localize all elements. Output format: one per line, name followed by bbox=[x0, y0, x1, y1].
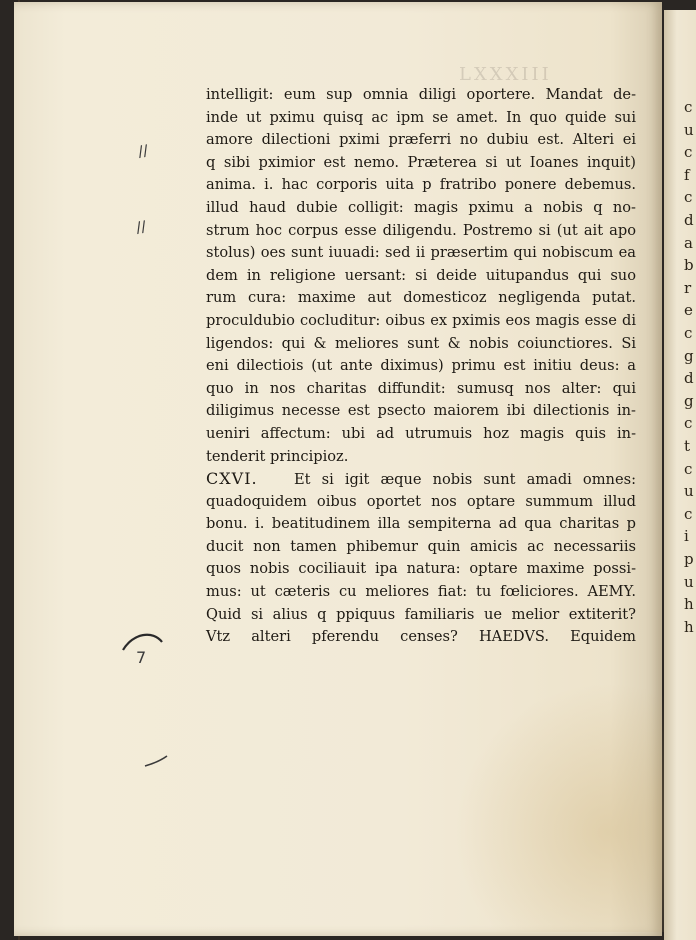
text-line-11: proculdubio cocluditur: oibus ex pximis eos magis esse di bbox=[206, 311, 636, 329]
text-line-1: intelligit: eum sup omnia diligi oportere. Mandat de- bbox=[206, 86, 636, 103]
adjacent-page-glyph: f bbox=[684, 165, 690, 184]
margin-gloss-1: // bbox=[136, 141, 150, 161]
section-number: CXVI. bbox=[206, 469, 258, 489]
margin-gloss-2: // bbox=[134, 217, 148, 237]
adjacent-page-glyph: r bbox=[684, 278, 692, 297]
paper-stain bbox=[454, 682, 674, 932]
section-line-1: quadoquidem oibus oportet nos optare summum illud bbox=[206, 492, 636, 510]
text-line-4: q sibi pximior est nemo. Præterea si ut Ioanes inquit) bbox=[206, 153, 636, 171]
text-line-3: amore dilectioni pximi præferri no dubiu est. Alteri ei bbox=[206, 131, 636, 149]
main-text-column bbox=[206, 84, 636, 649]
adjacent-page-glyph: c bbox=[684, 504, 693, 523]
adjacent-page-glyph: h bbox=[684, 617, 694, 636]
section-line-2: bonu. i. beatitudinem illa sempiterna ad qua charitas p bbox=[206, 515, 636, 533]
adjacent-page-glyph: u bbox=[684, 482, 694, 501]
adjacent-page-glyph: t bbox=[684, 437, 691, 455]
adjacent-page-glyph: g bbox=[684, 346, 694, 365]
adjacent-page-edge bbox=[664, 10, 696, 940]
adjacent-page-glyph: d bbox=[684, 369, 694, 388]
section-line-4: quos nobis cociliauit ipa natura: optare maxime possi- bbox=[206, 560, 636, 578]
adjacent-page-glyph: b bbox=[684, 256, 694, 275]
text-line-14: quo in nos charitas diffundit: sumusq nos alter: qui bbox=[206, 379, 636, 397]
adjacent-page-glyph: d bbox=[684, 211, 694, 229]
text-line-2: inde ut pximu quisq ac ipm se amet. In quo quide sui bbox=[206, 108, 636, 126]
adjacent-page-glyph: c bbox=[684, 459, 693, 478]
adjacent-page-glyph: h bbox=[684, 595, 694, 614]
text-line-13: eni dilectiois (ut ante diximus) primu est initiu deus: a bbox=[206, 357, 636, 375]
text-line-7: strum hoc corpus esse diligendu. Postremo si (ut ait apo bbox=[206, 221, 636, 239]
text-line-5: anima. i. hac corporis uita p fratribo ponere debemus. bbox=[206, 176, 636, 194]
section-line-7: Vtz alteri pferendu censes? HAEDVS. Equidem bbox=[206, 628, 636, 646]
section-header-line bbox=[206, 468, 636, 491]
section-line-6: Quid si alius q ppiquus familiaris ue melior extiterit? bbox=[206, 605, 636, 623]
margin-tick-mark bbox=[142, 752, 172, 772]
text-line-10: rum cura: maxime aut domesticoz negligenda putat. bbox=[206, 289, 636, 307]
adjacent-page-glyph: e bbox=[684, 301, 693, 320]
text-line-8: stolus) oes sunt iuuadi: sed ii præsertim qui nobiscum ea bbox=[206, 244, 636, 262]
adjacent-page-glyph: c bbox=[684, 143, 693, 162]
show-through-heading: LXXXIII bbox=[459, 64, 552, 85]
text-line-12: ligendos: qui & meliores sunt & nobis coiunctiores. Si bbox=[206, 334, 636, 352]
adjacent-page-glyph: i bbox=[684, 527, 689, 546]
adjacent-page-glyph: p bbox=[684, 550, 694, 568]
adjacent-page-glyph: c bbox=[684, 324, 693, 342]
adjacent-page-glyph: c bbox=[684, 414, 693, 433]
text-line-6: illud haud dubie colligit: magis pximu a nobis q no- bbox=[206, 198, 636, 216]
section-first-line: Et si igit æque nobis sunt amadi omnes: bbox=[294, 471, 636, 489]
margin-gloss-3: 7 bbox=[136, 648, 147, 667]
adjacent-page-glyph: u bbox=[684, 120, 694, 139]
section-line-5: mus: ut cæteris cu meliores fiat: tu fœliciores. AEMY. bbox=[206, 583, 636, 601]
text-line-15: diligimus necesse est psecto maiorem ibi dilectionis in- bbox=[206, 402, 636, 420]
text-line-16: ueniri affectum: ubi ad utrumuis hoz magis quis in- bbox=[206, 424, 636, 442]
adjacent-page-glyph: g bbox=[684, 391, 694, 410]
text-line-17: tenderit principioz. bbox=[206, 447, 349, 465]
section-line-3: ducit non tamen phibemur quin amicis ac necessariis bbox=[206, 537, 636, 555]
adjacent-page-glyph: c bbox=[684, 188, 693, 207]
text-line-9: dem in religione uersant: si deide uitupandus qui suo bbox=[206, 266, 636, 284]
adjacent-page-glyph: u bbox=[684, 572, 694, 591]
adjacent-page-glyph: c bbox=[684, 98, 693, 116]
adjacent-page-glyph: a bbox=[684, 233, 693, 252]
